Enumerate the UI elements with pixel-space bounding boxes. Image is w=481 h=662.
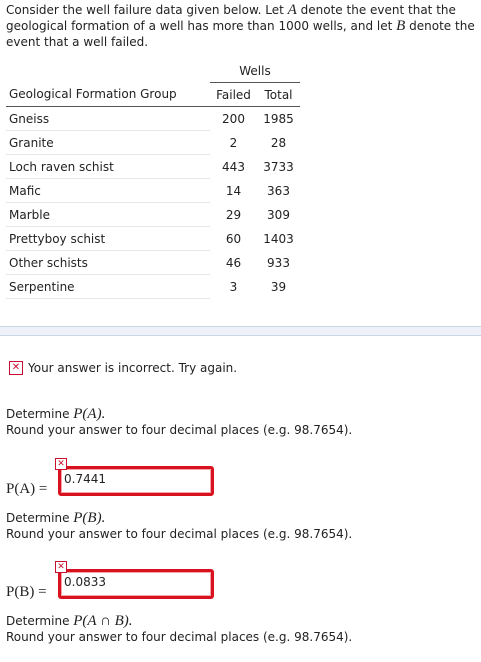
question-lead: Determine bbox=[6, 511, 74, 525]
wells-group-header: Wells bbox=[210, 59, 300, 83]
failed-count: 14 bbox=[210, 179, 257, 203]
formation-name: Prettyboy schist bbox=[6, 227, 210, 251]
intro-text: denote the event that a well failed. bbox=[6, 19, 475, 49]
table-row bbox=[6, 155, 300, 179]
total-count: 1403 bbox=[257, 227, 300, 251]
question-p-a bbox=[6, 406, 352, 438]
formation-name: Gneiss bbox=[6, 107, 210, 131]
question-expression: P(B). bbox=[73, 510, 106, 526]
failed-count: 443 bbox=[210, 155, 257, 179]
answer-row-p-b bbox=[6, 561, 214, 601]
total-count: 28 bbox=[257, 131, 300, 155]
error-x-icon: ✕ bbox=[55, 561, 67, 573]
x-icon: ✕ bbox=[9, 361, 23, 375]
formation-name: Other schists bbox=[6, 251, 210, 275]
question-lead: Determine bbox=[6, 614, 74, 628]
question-expression: P(A). bbox=[73, 406, 106, 422]
table-row bbox=[6, 275, 300, 299]
formation-name: Mafic bbox=[6, 179, 210, 203]
answer-input-p-b[interactable] bbox=[57, 561, 214, 599]
failed-count: 46 bbox=[210, 251, 257, 275]
column-header-formation: Geological Formation Group bbox=[6, 83, 210, 107]
table-row bbox=[6, 251, 300, 275]
column-header-total: Total bbox=[257, 83, 300, 107]
error-x-icon: ✕ bbox=[55, 458, 67, 470]
problem-statement bbox=[6, 2, 476, 50]
answer-label: P(B) = bbox=[6, 584, 47, 600]
rounding-instruction: Round your answer to four decimal places (e.g. 98.7654). bbox=[6, 423, 353, 437]
formation-name: Granite bbox=[6, 131, 210, 155]
formation-name: Marble bbox=[6, 203, 210, 227]
formation-name: Serpentine bbox=[6, 275, 210, 299]
failed-count: 2 bbox=[210, 131, 257, 155]
table-row bbox=[6, 179, 300, 203]
feedback-message bbox=[9, 360, 237, 376]
answer-input-p-a[interactable] bbox=[57, 458, 214, 496]
intro-text: denote the event that the geological formation of a well has more than 1000 wells, and let bbox=[6, 3, 456, 33]
table-row bbox=[6, 131, 300, 155]
table-row bbox=[6, 203, 300, 227]
total-count: 309 bbox=[257, 203, 300, 227]
event-b-symbol: B bbox=[396, 18, 406, 34]
failed-count: 3 bbox=[210, 275, 257, 299]
total-count: 363 bbox=[257, 179, 300, 203]
rounding-instruction: Round your answer to four decimal places (e.g. 98.7654). bbox=[6, 630, 353, 644]
failed-count: 29 bbox=[210, 203, 257, 227]
total-count: 39 bbox=[257, 275, 300, 299]
table-row bbox=[6, 107, 300, 131]
answer-row-p-a bbox=[6, 458, 214, 498]
section-divider bbox=[0, 326, 481, 336]
question-p-b bbox=[6, 510, 352, 542]
question-expression: P(A ∩ B). bbox=[73, 613, 133, 629]
answer-label: P(A) = bbox=[6, 481, 48, 497]
total-count: 3733 bbox=[257, 155, 300, 179]
failed-count: 60 bbox=[210, 227, 257, 251]
well-failure-table bbox=[6, 59, 300, 299]
question-lead: Determine bbox=[6, 407, 74, 421]
intro-text: Consider the well failure data given below. Let bbox=[6, 3, 288, 17]
column-header-failed: Failed bbox=[210, 83, 257, 107]
question-p-a-and-b bbox=[6, 613, 352, 645]
event-a-symbol: A bbox=[287, 2, 297, 18]
answer-value: 0.7441 bbox=[64, 471, 106, 486]
table-row bbox=[6, 227, 300, 251]
feedback-text: Your answer is incorrect. Try again. bbox=[28, 361, 238, 375]
formation-name: Loch raven schist bbox=[6, 155, 210, 179]
total-count: 933 bbox=[257, 251, 300, 275]
failed-count: 200 bbox=[210, 107, 257, 131]
answer-value: 0.0833 bbox=[64, 574, 106, 589]
total-count: 1985 bbox=[257, 107, 300, 131]
rounding-instruction: Round your answer to four decimal places (e.g. 98.7654). bbox=[6, 527, 353, 541]
